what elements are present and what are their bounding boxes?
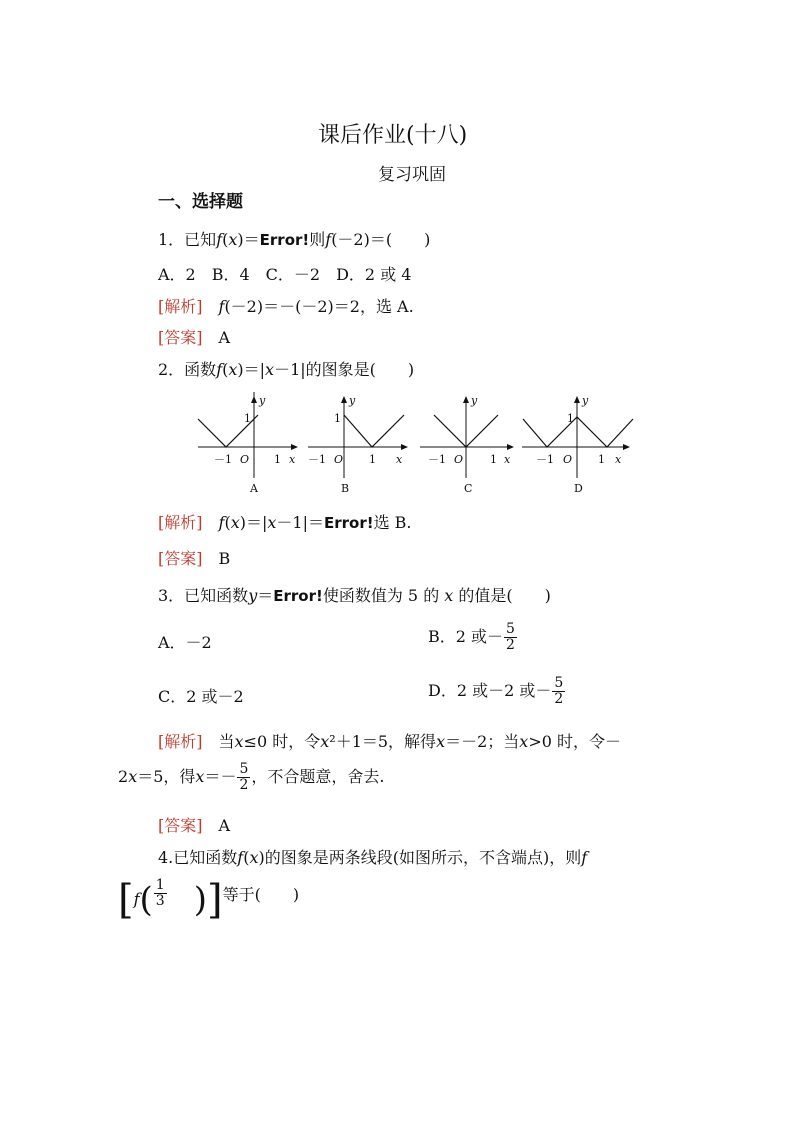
graph-d-minus-one: －1	[536, 453, 554, 466]
graph-d-label: D	[574, 482, 583, 495]
graph-c-x-label: x	[504, 453, 511, 466]
graph-option-a	[192, 392, 304, 500]
graph-c-origin: O	[454, 453, 464, 466]
graph-a-label: A	[250, 482, 258, 495]
question-4-expression: [f( $\frac{1}{3}$ )]等于( )	[118, 877, 300, 923]
graph-b-minus-one: －1	[308, 453, 326, 466]
question-1-answer: [答案] A	[158, 328, 231, 347]
graph-d-x-label: x	[615, 453, 622, 466]
graph-a-y-label: y	[259, 394, 266, 407]
question-1-options: A．2 B．4 C．－2 D．2 或 4	[158, 265, 412, 284]
question-2-answer: [答案] B	[158, 549, 231, 568]
question-1: 1．已知f(x)＝Error!则f(－2)＝( )	[158, 230, 431, 249]
graph-a-one-y: 1	[244, 412, 251, 425]
graph-option-d	[520, 392, 638, 500]
graph-b-y-label: y	[349, 394, 356, 407]
graph-b-one-y: 1	[334, 412, 341, 425]
graph-option-c	[416, 392, 520, 500]
graph-a-x-label: x	[289, 453, 296, 466]
graph-c-one-x: 1	[490, 453, 497, 466]
graph-a-minus-one: －1	[214, 453, 232, 466]
graph-b-x-label: x	[396, 453, 403, 466]
graph-a-origin: O	[240, 453, 250, 466]
graph-d-origin: O	[563, 453, 573, 466]
question-3-option-c: C．2 或－2	[158, 687, 244, 706]
question-1-analysis: [解析] f(－2)＝－(－2)＝2，选 A.	[158, 297, 414, 316]
graph-d-one-x: 1	[598, 453, 605, 466]
question-3-option-d: D．2 或－2 或－ $\frac{5}{2}$	[428, 675, 564, 707]
graph-a-one-x: 1	[274, 453, 281, 466]
question-3-analysis-line1: [解析] 当x≤0 时，令x²＋1＝5，解得x＝－2；当x>0 时，令－	[158, 732, 621, 751]
graph-c-label: C	[464, 482, 473, 495]
question-3-answer: [答案] A	[158, 816, 231, 835]
graph-b-origin: O	[334, 453, 344, 466]
question-3-option-b: B．2 或－ $\frac{5}{2}$	[428, 621, 515, 653]
graph-c-y-label: y	[471, 394, 478, 407]
subtitle: 复习巩固	[378, 165, 446, 185]
graph-c-minus-one: －1	[428, 453, 446, 466]
section-heading: 一、选择题	[158, 192, 243, 212]
graph-b-label: B	[341, 482, 350, 495]
graph-d-y-label: y	[582, 394, 589, 407]
question-2-analysis: [解析] f(x)＝|x－1|＝Error!选 B.	[158, 513, 412, 532]
graph-b-one-x: 1	[369, 453, 376, 466]
question-4: 4.已知函数f(x)的图象是两条线段(如图所示，不含端点)，则f	[158, 848, 588, 867]
question-3: 3．已知函数y＝Error!使函数值为 5 的 x 的值是( )	[158, 586, 551, 605]
graph-d-one-y: 1	[567, 412, 574, 425]
question-3-analysis-line2: 2x＝5，得x＝－ $\frac{5}{2}$ ，不合题意，舍去.	[118, 761, 385, 793]
page-title: 课后作业(十八)	[318, 123, 468, 148]
graph-option-b	[304, 392, 416, 500]
question-2: 2．函数f(x)＝|x－1|的图象是( )	[158, 360, 415, 379]
question-3-option-a: A．－2	[158, 633, 212, 652]
